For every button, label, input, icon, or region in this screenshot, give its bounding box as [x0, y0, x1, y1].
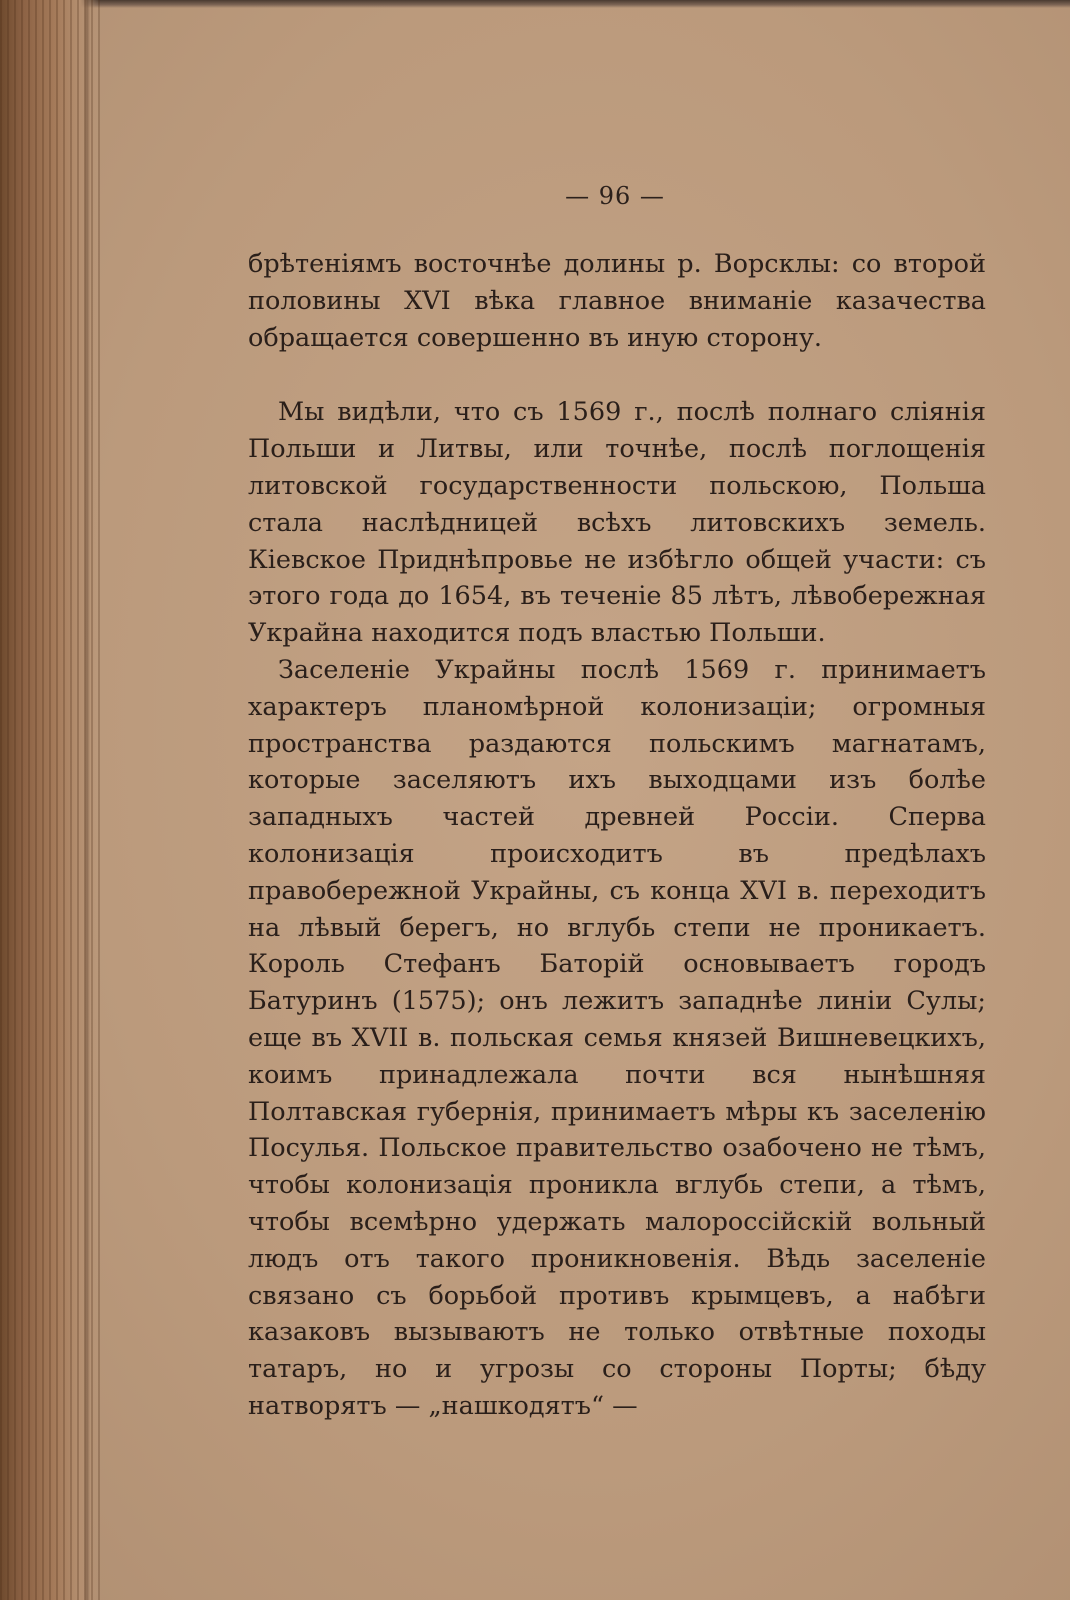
- paragraph-2: Мы видѣли, что съ 1569 г., послѣ полнаго сліянія Польши и Литвы, или точнѣе, послѣ поглощенія литовской государственности польскою, Польша стала наслѣдницей всѣхъ литовскихъ земель. Кіевское Приднѣпровье не избѣгло общей участи: съ этого года до 1654, въ теченіе 85 лѣтъ, лѣвобережная Украйна находится подъ властью Польши.: [248, 397, 986, 649]
- spine-shadow: [84, 0, 90, 1600]
- paragraph-3: Заселеніе Украйны послѣ 1569 г. принимаетъ характеръ планомѣрной колонизаціи; огромныя пространства раздаются польскимъ магнатамъ, которые заселяютъ ихъ выходцами изъ болѣе западныхъ частей древней Россіи. Сперва колонизація происходитъ въ предѣлахъ правобережной Украйны, съ конца XVI в. переходитъ на лѣвый берегъ, но вглубь степи не проникаетъ. Король Стефанъ Баторій основываетъ городъ Батуринъ (1575); онъ лежитъ западнѣе линіи Сулы; еще въ XVII в. польская семья князей Вишневецкихъ, коимъ принадлежала почти вся нынѣшняя Полтавская губернія, принимаетъ мѣры къ заселенію Посулья. Польское правительство озабочено не тѣмъ, чтобы колонизація проникла вглубь степи, а тѣмъ, чтобы всемѣрно удержать малороссійскій вольный людъ отъ такого проникновенія. Вѣдь заселеніе связано съ борьбой противъ крымцевъ, а набѣги казаковъ вызываютъ не только отвѣтные походы татаръ, но и угрозы со стороны Порты; бѣду натворятъ — „нашкодятъ“ —: [248, 654, 986, 1421]
- paragraph-1: брѣтеніямъ восточнѣе долины р. Ворсклы: со второй половины XVI вѣка главное вниманіе казачества обращается совершенно въ иную сторону.: [248, 249, 986, 353]
- page-number: — 96 —: [565, 182, 665, 210]
- body-text: [248, 246, 986, 1425]
- page-top-edge: [0, 0, 1070, 8]
- paragraph-gap: [248, 356, 986, 394]
